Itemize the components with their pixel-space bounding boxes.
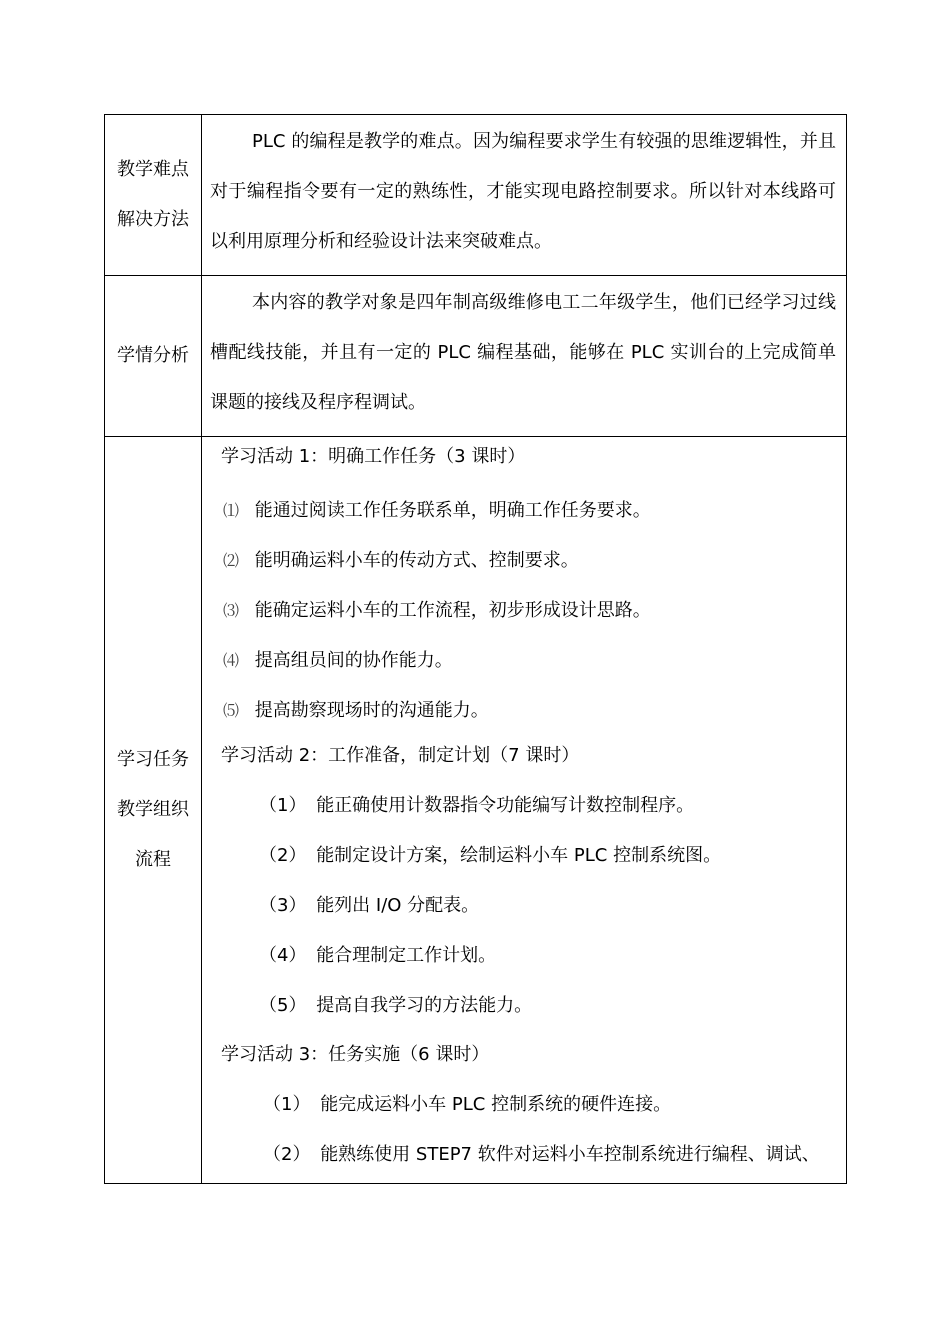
list-item	[259, 794, 694, 818]
table-row-student-analysis	[105, 276, 846, 437]
student-analysis-text: 本内容的教学对象是四年制高级维修电工二年级学生，他们已经学习过线槽配线技能，并且有一定的 PLC 编程基础，能够在 PLC 实训台的上完成简单课题的接线及程序程调试。	[210, 292, 836, 413]
list-item	[223, 499, 651, 523]
item-number: ⑴	[223, 501, 240, 520]
difficulty-text: PLC 的编程是教学的难点。因为编程要求学生有较强的思维逻辑性，并且对于编程指令要有一定的熟练性，才能实现电路控制要求。所以针对本线路可以利用原理分析和经验设计法来突破难点。	[210, 131, 836, 252]
item-number: （2）	[263, 1144, 311, 1165]
row-label-student-analysis	[105, 276, 202, 436]
item-number: （2）	[259, 845, 307, 866]
table-row-difficulty	[105, 115, 846, 276]
label-line: 学情分析	[117, 345, 189, 366]
list-item	[223, 699, 489, 723]
label-line: 学习任务	[117, 749, 189, 770]
item-text: 能列出 I/O 分配表。	[316, 895, 480, 916]
list-item	[263, 1093, 671, 1117]
item-number: ⑶	[223, 601, 240, 620]
item-text: 能通过阅读工作任务联系单，明确工作任务要求。	[254, 500, 651, 521]
item-number: ⑵	[223, 551, 240, 570]
item-text: 提高组员间的协作能力。	[254, 650, 453, 671]
label-line: 解决方法	[117, 209, 189, 230]
list-item	[259, 844, 721, 868]
activity-title: 学习活动 3：任务实施（6 课时）	[221, 1044, 490, 1065]
row-content-student-analysis	[203, 276, 846, 436]
table-row-learning-tasks	[105, 437, 846, 1183]
list-item	[223, 649, 453, 673]
item-number: （3）	[259, 895, 307, 916]
item-text: 提高自我学习的方法能力。	[316, 995, 533, 1016]
row-label-difficulty	[105, 115, 202, 275]
item-number: （1）	[259, 795, 307, 816]
item-text: 提高勘察现场时的沟通能力。	[254, 700, 489, 721]
label-line: 流程	[135, 849, 171, 870]
list-item	[263, 1143, 820, 1167]
item-text: 能确定运料小车的工作流程，初步形成设计思路。	[254, 600, 651, 621]
label-line: 教学难点	[117, 159, 189, 180]
row-label-learning-tasks	[105, 437, 202, 1183]
list-item	[223, 599, 651, 623]
item-text: 能合理制定工作计划。	[316, 945, 497, 966]
item-number: （1）	[263, 1094, 311, 1115]
activity-title: 学习活动 1：明确工作任务（3 课时）	[221, 446, 526, 467]
list-item	[259, 894, 479, 918]
item-text: 能完成运料小车 PLC 控制系统的硬件连接。	[320, 1094, 672, 1115]
label-line: 教学组织	[117, 799, 189, 820]
item-number: ⑷	[223, 651, 240, 670]
list-item	[259, 944, 496, 968]
item-text: 能制定设计方案，绘制运料小车 PLC 控制系统图。	[316, 845, 722, 866]
list-item	[223, 549, 579, 573]
lesson-plan-table	[104, 114, 847, 1184]
item-text: 能熟练使用 STEP7 软件对运料小车控制系统进行编程、调试、	[320, 1144, 820, 1165]
item-text: 能正确使用计数器指令功能编写计数控制程序。	[316, 795, 695, 816]
item-text: 能明确运料小车的传动方式、控制要求。	[254, 550, 579, 571]
activity-title: 学习活动 2：工作准备，制定计划（7 课时）	[221, 745, 580, 766]
item-number: （4）	[259, 945, 307, 966]
item-number: （5）	[259, 995, 307, 1016]
item-number: ⑸	[223, 701, 240, 720]
list-item	[259, 994, 532, 1018]
row-content-learning-tasks	[203, 437, 846, 1183]
row-content-difficulty	[203, 115, 846, 275]
